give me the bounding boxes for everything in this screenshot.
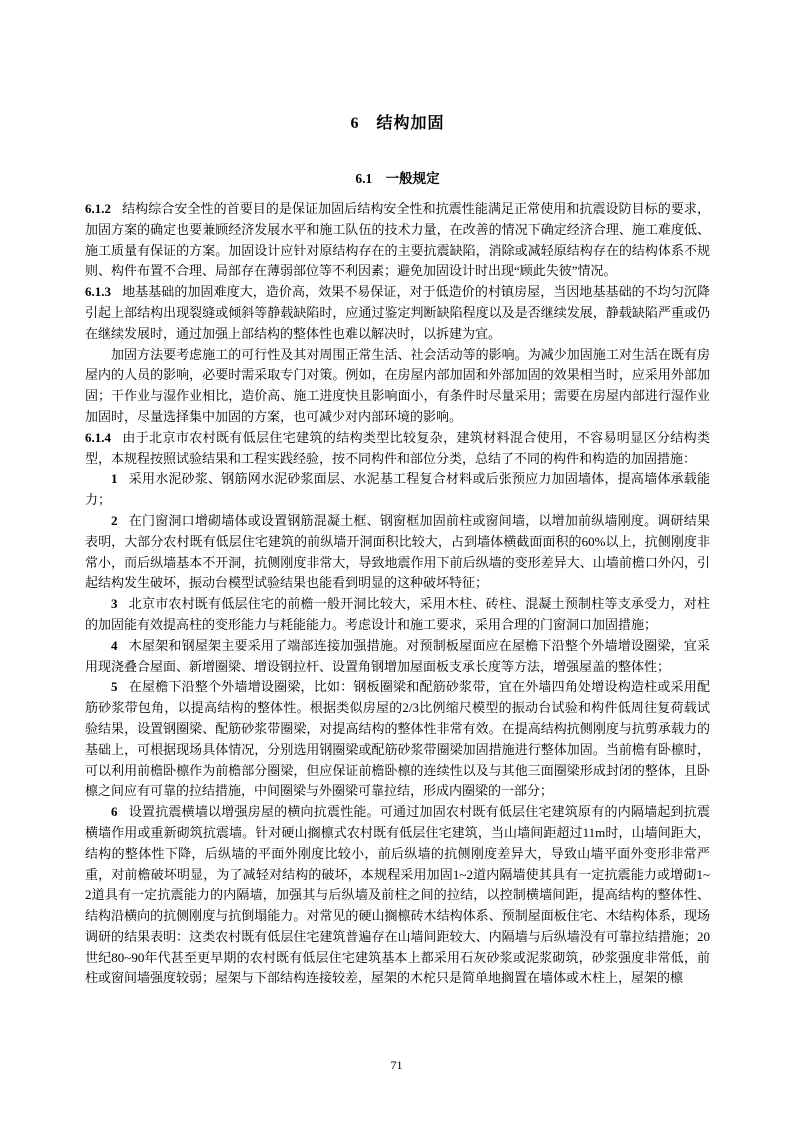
continuation-paragraph (85, 345, 710, 428)
item-text: 木屋架和钢屋架主要采用了端部连接加强措施。对预制板屋面应在屋檐下沿整个外墙增设圈梁，宜采用现浇叠合屋面、新增圈梁、增设钢拉杆、设置角钢增加屋面板支承长度等方法，增强屋盖的整体性； (85, 637, 710, 674)
item-number: 2 (111, 512, 118, 528)
item-text: 在门窗洞口增砌墙体或设置钢筋混凝土框、钢窗框加固前柱或窗间墙，以增加前纵墙刚度。调研结果表明，大部分农村既有低层住宅建筑的前纵墙开洞面积比较大，占到墙体横截面面积的60%以上，抗侧刚度非常小，而后纵墙基本不开洞，抗侧刚度非常大，导致地震作用下前后纵墙的变形差异大、山墙前檐口外闪，引起结构发生破坏，振动台模型试验结果也能看到明显的这种破坏特征； (85, 512, 710, 591)
list-item-5 (85, 677, 710, 802)
clause-number: 6.1.4 (85, 429, 111, 445)
chapter-title: 6 结构加固 (350, 115, 445, 132)
clause-6-1-4 (85, 428, 710, 470)
clause-text: 地基基础的加固难度大，造价高，效果不易保证，对于低造价的村镇房屋，当因地基基础的不均匀沉降引起上部结构出现裂缝或倾斜等静载缺陷时，应通过鉴定判断缺陷程度以及是否继续发展，静载缺陷严重或仍在继续发展时，通过加强上部结构的整体性也难以解决时，以拆建为宜。 (85, 284, 710, 341)
item-text: 北京市农村既有低层住宅的前檐一般开洞比较大，采用木柱、砖柱、混凝土预制柱等支承受力，对柱的加固能有效提高柱的变形能力与耗能能力。考虑设计和施工要求，采用合理的门窗洞口加固措施； (85, 596, 710, 632)
list-item-2 (85, 511, 710, 594)
item-number: 4 (111, 637, 118, 653)
list-item-1 (85, 469, 710, 511)
item-text: 在屋檐下沿整个外墙增设圈梁，比如：钢板圈梁和配筋砂浆带，宜在外墙四角处增设构造柱或采用配筋砂浆带包角，以提高结构的整体性。根据类似房屋的2/3比例缩尺模型的振动台试验和构件低周往复荷载试验结果，设置钢圈梁、配筋砂浆带圈梁，对提高结构的整体性非常有效。在提高结构抗侧刚度与抗剪承载力的基础上，可根据现场具体情况，分别选用钢圈梁或配筋砂浆带圈梁加固措施进行整体加固。当前檐有卧檩时，可以利用前檐卧檩作为前檐部分圈梁，但应保证前檐卧檩的连续性以及与其他三面圈梁形成封闭的整体，且卧檩之间应有可靠的拉结措施，中间圈梁与外圈梁可靠拉结，形成内圈梁的一部分； (85, 679, 710, 799)
clause-text: 结构综合安全性的首要目的是保证加固后结构安全性和抗震性能满足正常使用和抗震设防目标的要求，加固方案的确定也要兼顾经济发展水平和施工队伍的技术力量，在改善的情况下确定经济合理、施工难度低、施工质量有保证的方案。加固设计应针对原结构存在的主要抗震缺陷，消除或减轻原结构存在的结构体系不规则、构件布置不合理、局部存在薄弱部位等不利因素；避免加固设计时出现“顾此失彼”情况。 (85, 201, 710, 279)
page-content (85, 110, 710, 989)
list-item-4 (85, 636, 710, 678)
item-text: 采用水泥砂浆、钢筋网水泥砂浆面层、水泥基工程复合材料或后张预应力加固墙体，提高墙体承载能力； (85, 471, 710, 508)
item-number: 1 (111, 471, 118, 487)
list-item-3 (85, 594, 710, 636)
paragraph-text: 加固方法要考虑施工的可行性及其对周围正常生活、社会活动等的影响。为减少加固施工对生活在既有房屋内的人员的影响，必要时需采取专门对策。例如，在房屋内部加固和外部加固的效果相当时，应采用外部加固；干作业与湿作业相比，造价高、施工进度快且影响面小，有条件时尽量采用；需要在房屋内部进行湿作业加固时，尽量选择集中加固的方案，也可减少对内部环境的影响。 (85, 346, 710, 424)
item-number: 5 (111, 679, 118, 695)
clause-text: 由于北京市农村既有低层住宅建筑的结构类型比较复杂，建筑材料混合使用，不容易明显区分结构类型，本规程按照试验结果和工程实践经验，按不同构件和部位分类，总结了不同的构件和构造的加固措施： (85, 429, 710, 466)
page-number: 71 (390, 1058, 403, 1072)
clause-6-1-2 (85, 199, 710, 282)
clause-number: 6.1.3 (85, 284, 111, 300)
list-item-6 (85, 802, 710, 989)
item-number: 6 (111, 804, 118, 820)
item-number: 3 (111, 596, 118, 612)
item-text: 设置抗震横墙以增强房屋的横向抗震性能。可通过加固农村既有低层住宅建筑原有的内隔墙起到抗震横墙作用或重新砌筑抗震墙。针对硬山搁檩式农村既有低层住宅建筑，当山墙间距超过11m时，山墙间距大，结构的整体性下降，后纵墙的平面外刚度比较小，前后纵墙的抗侧刚度差异大，导致山墙平面外变形非常严重，对前檐破坏明显，为了减轻对结构的破坏，本规程采用加固1~2道内隔墙使其具有一定抗震能力或增砌1~2道具有一定抗震能力的内隔墙，加强其与后纵墙及前柱之间的拉结，以控制横墙间距，提高结构的整体性、结构沿横向的抗侧刚度与抗倒塌能力。对常见的硬山搁檩砖木结构体系、预制屋面板住宅、木结构体系，现场调研的结果表明：这类农村既有低层住宅建筑普遍存在山墙间距较大、内隔墙与后纵墙没有可靠拉结措施；20世纪80~90年代甚至更早期的农村既有低层住宅建筑基本上都采用石灰砂浆或泥浆砌筑，砂浆强度非常低，前柱或窗间墙强度较弱；屋架与下部结构连接较差，屋架的木柁只是简单地搁置在墙体或木柱上，屋架的檩 (85, 804, 710, 986)
clause-number: 6.1.2 (85, 201, 111, 216)
section-title: 6.1 一般规定 (355, 171, 440, 186)
clause-6-1-3 (85, 282, 710, 344)
